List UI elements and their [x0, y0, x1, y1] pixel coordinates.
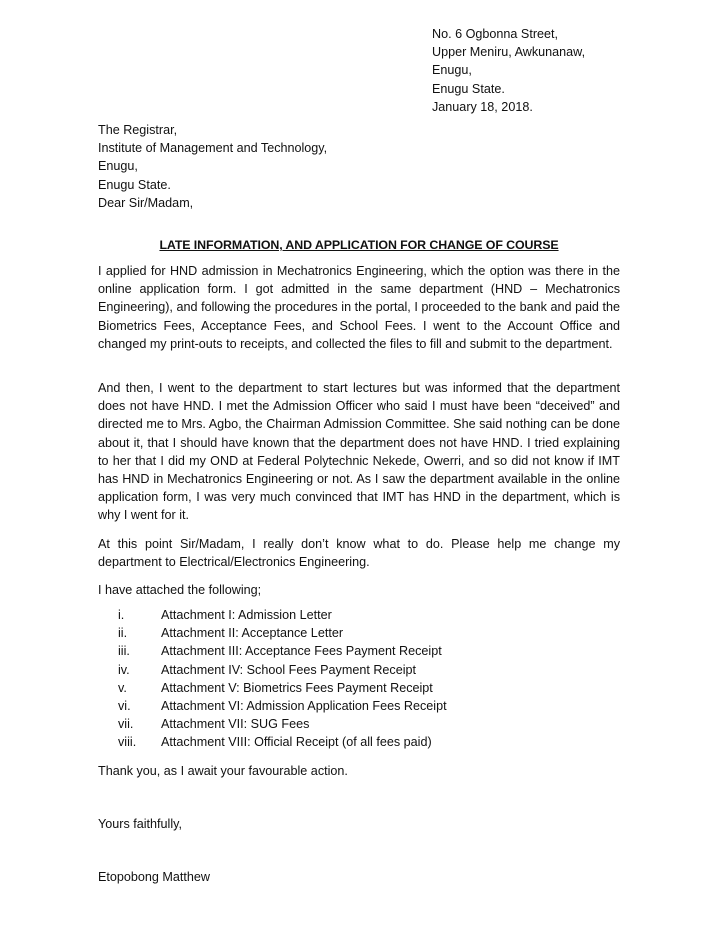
body-paragraph: I applied for HND admission in Mechatronics Engineering, which the option was there in the online application form. I got admitted in the same department (HND – Mechatronics Engineering), and following the procedures in the portal, I proceeded to the bank and paid the Biometrics Fees, Acceptance Fees, and School Fees. I went to the Account Office and changed my print-outs to receipts, and collected the files to fill and submit to the department.	[98, 264, 620, 351]
list-item-text: Attachment V: Biometrics Fees Payment Receipt	[161, 680, 433, 695]
list-item-text: Attachment VI: Admission Application Fees Receipt	[161, 698, 447, 713]
sender-address-line: Enugu,	[432, 63, 472, 78]
recipient-address	[98, 121, 498, 212]
list-item-number: i.	[118, 608, 125, 622]
list-item-number: v.	[118, 680, 127, 695]
list-item-text: Attachment VII: SUG Fees	[161, 717, 310, 732]
list-item-number: viii.	[118, 735, 137, 750]
letter-subject: LATE INFORMATION, AND APPLICATION FOR CHANGE OF COURSE	[159, 238, 559, 252]
recipient-line: Institute of Management and Technology,	[98, 141, 328, 156]
attachments-intro: I have attached the following;	[98, 583, 262, 597]
list-item-number: vii.	[118, 717, 134, 732]
sender-address-line: Upper Meniru, Awkunanaw,	[432, 45, 586, 60]
list-item-text: Attachment I: Admission Letter	[161, 608, 332, 622]
sender-address-line: No. 6 Ogbonna Street,	[432, 27, 559, 41]
list-item-number: iii.	[118, 644, 130, 659]
list-item-text: Attachment VIII: Official Receipt (of all fees paid)	[161, 735, 432, 750]
list-item-number: vi.	[118, 698, 131, 713]
list-item-text: Attachment II: Acceptance Letter	[161, 626, 344, 641]
signature-name: Etopobong Matthew	[98, 870, 211, 884]
list-item-number: ii.	[118, 626, 128, 641]
recipient-line: Enugu State.	[98, 177, 171, 192]
list-item-number: iv.	[118, 662, 130, 677]
body-paragraph: And then, I went to the department to start lectures but was informed that the department does not have HND. I met the Admission Officer who said I must have been “deceived” and directed me to Mrs. Agbo, the Chairman Admission Committee. She said nothing can be done about it, that I should have known that the department does not have HND. I tried explaining to her that I did my OND at Federal Polytechnic Nekede, Owerri, and so did not know if IMT has HND in Mechatronics Engineering or not. As I saw the department available in the online application form, I was very much convinced that IMT has HND in the department, which is why I went for it.	[98, 381, 620, 523]
salutation: Dear Sir/Madam,	[98, 195, 194, 210]
letter-date: January 18, 2018.	[432, 99, 533, 114]
closing-line: Yours faithfully,	[98, 817, 183, 831]
list-item-text: Attachment IV: School Fees Payment Receipt	[161, 662, 417, 677]
recipient-line: Enugu,	[98, 159, 138, 174]
sender-address-line: Enugu State.	[432, 81, 505, 96]
body-paragraph: At this point Sir/Madam, I really don’t know what to do. Please help me change my department to Electrical/Electronics Engineering.	[98, 537, 620, 570]
recipient-line: The Registrar,	[98, 123, 178, 137]
list-item-text: Attachment III: Acceptance Fees Payment Receipt	[161, 644, 442, 659]
thanks-line: Thank you, as I await your favourable action.	[98, 764, 348, 778]
sender-address	[432, 25, 692, 116]
